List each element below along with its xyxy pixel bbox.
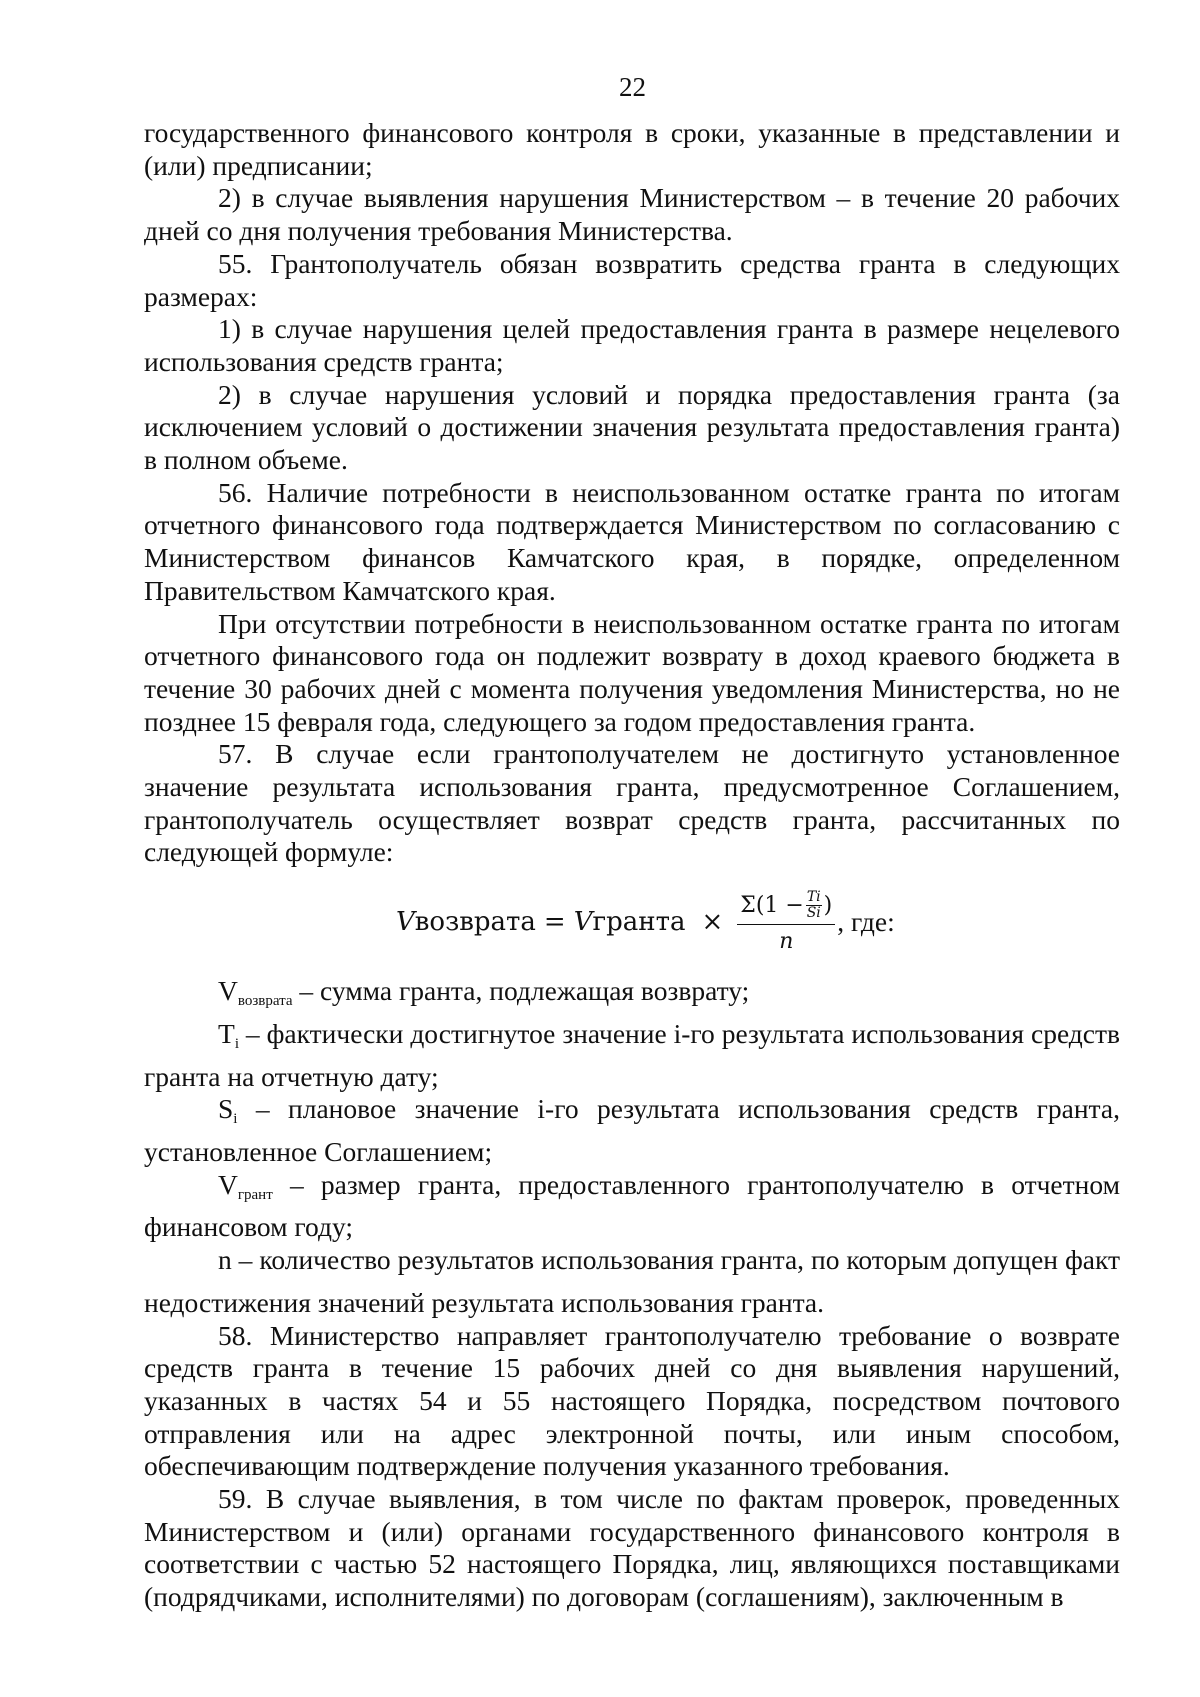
- definition-text: – количество результатов использования гранта, по которым допущен факт недостижения значений результата использования гранта.: [144, 1244, 1120, 1318]
- refund-formula: [144, 869, 1120, 975]
- definition-symbol: S: [218, 1093, 234, 1125]
- definition-text: – плановое значение i-го результата использования средств гранта, установленное Соглашением;: [144, 1093, 1120, 1167]
- definitions: [144, 975, 1120, 1319]
- paragraph: 55. Грантополучатель обязан возвратить средства гранта в следующих размерах:: [144, 247, 1120, 312]
- paragraph: 58. Министерство направляет грантополучателю требование о возврате средств гранта в течение 15 рабочих дней со дня выявления нарушений, указанных в частях 54 и 55 настоящего Порядка, посредством почтового отправления или на адрес электронной почты, или иным способом, обеспечивающим подтверждение получения указанного требования.: [144, 1319, 1120, 1482]
- definition-subscript: грант: [237, 1186, 273, 1203]
- definition-item: [144, 1093, 1120, 1168]
- definition-text: – сумма гранта, подлежащая возврату;: [292, 975, 750, 1007]
- paragraph: 56. Наличие потребности в неиспользованном остатке гранта по итогам отчетного финансового года подтверждается Министерством по согласованию с Министерством финансов Камчатского края, в порядке, определенном Правительством Камчатского края.: [144, 476, 1120, 606]
- formula-sum-open: Σ(1 −: [740, 893, 804, 919]
- paragraph: 57. В случае если грантополучателем не достигнуто установленное значение результата использования гранта, предусмотренное Соглашением, грантополучатель осуществляет возврат средств гранта, рассчитанных по следующей формуле:: [144, 738, 1120, 868]
- definition-symbol: T: [218, 1017, 235, 1049]
- definition-subscript: i: [233, 1111, 238, 1128]
- definition-item: [144, 1169, 1120, 1244]
- definition-subscript: i: [234, 1035, 239, 1052]
- formula-ti: Ti: [806, 889, 821, 906]
- definition-symbol: n: [218, 1244, 232, 1276]
- formula-close: ): [823, 893, 833, 919]
- paragraphs-after: [144, 1320, 1120, 1614]
- definition-subscript: возврата: [237, 993, 293, 1010]
- formula-si: Si: [806, 905, 821, 922]
- definition-item: [144, 1244, 1120, 1319]
- formula-lhs-word: возврата: [414, 907, 536, 938]
- formula-v-lhs: V: [396, 907, 415, 938]
- definition-text: – размер гранта, предоставленного грантополучателю в отчетном финансовом году;: [144, 1168, 1120, 1243]
- formula-equals: =: [543, 907, 566, 938]
- definition-item: [144, 1018, 1120, 1093]
- formula-tail: , где:: [837, 906, 895, 938]
- paragraph: 2) в случае выявления нарушения Министерством – в течение 20 рабочих дней со дня получения требования Министерства.: [144, 182, 1120, 247]
- page-number: 22: [619, 72, 646, 102]
- paragraph: 59. В случае выявления, в том числе по фактам проверок, проведенных Министерством и (или) органами государственного финансового контроля в соответствии с частью 52 настоящего Порядка, лиц, являющихся поставщиками (подрядчиками, исполнителями) по договорам (соглашениям), заключенным в: [144, 1483, 1120, 1613]
- definition-item: [144, 975, 1120, 1018]
- formula-numerator: [737, 890, 835, 925]
- formula-fraction: [737, 890, 835, 954]
- paragraph: 1) в случае нарушения целей предоставления гранта в размере нецелевого использования средств гранта;: [144, 313, 1120, 377]
- paragraph: государственного финансового контроля в сроки, указанные в представлении и (или) предписании;: [144, 117, 1120, 181]
- definition-text: – фактически достигнутое значение i-го результата использования средств гранта на отчетную дату;: [144, 1017, 1120, 1092]
- paragraph: 2) в случае нарушения условий и порядка предоставления гранта (за исключением условий о достижении значения результата предоставления гранта) в полном объеме.: [144, 378, 1120, 476]
- formula-times: ×: [701, 907, 724, 938]
- formula-rhs-word: гранта: [592, 907, 686, 938]
- definition-symbol: V: [218, 975, 238, 1007]
- formula-ti-over-si: [806, 890, 822, 921]
- document-body: [144, 117, 1120, 1614]
- paragraph: При отсутствии потребности в неиспользованном остатке гранта по итогам отчетного финансового года он подлежит возврату в доход краевого бюджета в течение 30 рабочих дней с момента получения уведомления Министерства, но не позднее 15 февраля года, следующего за годом предоставления гранта.: [144, 607, 1120, 737]
- definition-symbol: V: [218, 1168, 238, 1200]
- paragraphs-before: [144, 117, 1120, 869]
- formula-denominator: n: [779, 929, 794, 955]
- formula-v-rhs: V: [573, 907, 593, 938]
